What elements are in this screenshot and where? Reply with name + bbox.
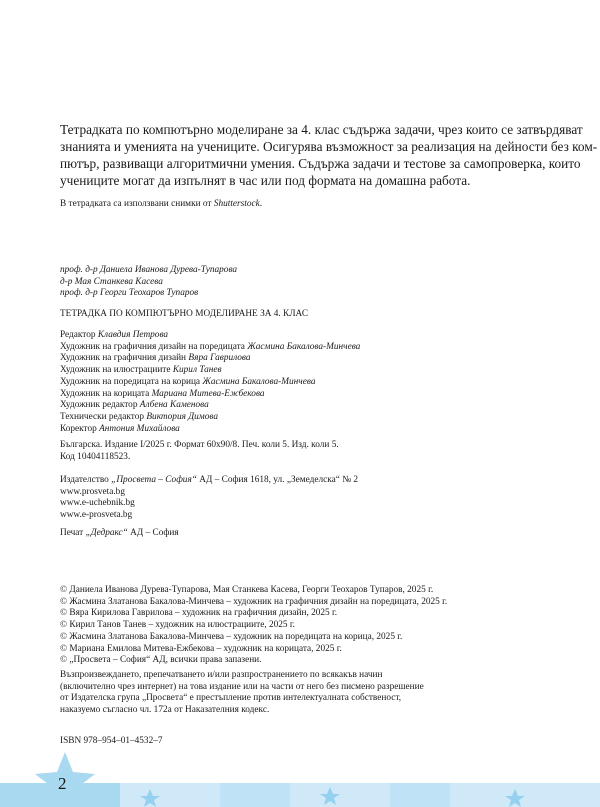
printer-info: Печат „Дедракс“ АД – София [60, 528, 179, 538]
author: проф. д-р Георги Теохаров Тупаров [60, 288, 199, 299]
intro-line: знанията и уменията на учениците. Осигурява възможност за реализация на дейности без ком- [60, 139, 598, 154]
website-link[interactable]: www.e-prosveta.bg [60, 510, 133, 521]
copyright-line: © Жасмина Златанова Бакалова-Минчева – художник на графичния дизайн на поредицата, 2025 г. [60, 596, 448, 607]
edition-code: Код 10404118523. [60, 451, 131, 462]
edition-info [60, 440, 339, 463]
staff-entry: Коректор Антония Михайлова [60, 423, 180, 434]
copyright-line: © Вяра Кирилова Гаврилова – художник на графичния дизайн, 2025 г. [60, 608, 338, 619]
website-link[interactable]: www.e-uchebnik.bg [60, 498, 135, 509]
copyright-line: © Кирил Танов Танев – художник на илюстрациите, 2025 г. [60, 620, 295, 631]
legal-line: наказуемо съгласно чл. 172а от Наказателния кодекс. [60, 705, 270, 716]
edition-line: Българска. Издание I/2025 г. Формат 60х90/8. Печ. коли 5. Изд. коли 5. [60, 440, 339, 450]
intro-line: учениците могат да изпълнят в час или под формата на домашна работа. [60, 173, 471, 188]
legal-line: (включително чрез интернет) на това издание или на части от него без писмено разрешение [60, 681, 424, 692]
copyright-line: © „Просвета – София“ АД, всички права запазени. [60, 655, 262, 666]
book-title: ТЕТРАДКА ПО КОМПЮТЪРНО МОДЕЛИРАНЕ ЗА 4. КЛАС [60, 309, 309, 319]
isbn: ISBN 978–954–01–4532–7 [60, 736, 163, 746]
staff-entry: Художник на илюстрациите Кирил Танев [60, 365, 222, 376]
photo-credit: В тетрадката са използвани снимки от Shutterstock. [60, 199, 263, 209]
publisher-address: Издателство „Просвета – София“ АД – София 1618, ул. „Земеделска“ № 2 [60, 475, 359, 485]
intro-line: Тетрадката по компютърно моделиране за 4. клас съдържа задачи, чрез които се затвърдяват [60, 122, 583, 137]
staff-list [60, 330, 360, 435]
author: д-р Мая Станкева Касева [60, 276, 163, 287]
staff-entry: Художник на графичния дизайн Вяра Гаврилова [60, 353, 251, 364]
copyright-line: © Мариана Емилова Митева-Ежбекова – художник на корицата, 2025 г. [60, 643, 342, 654]
copyright-list [60, 585, 447, 667]
page-number: 2 [58, 774, 67, 793]
intro-line: пютър, развиващи алгоритмични умения. Съдържа задачи и тестове за самопроверка, които [60, 156, 581, 171]
staff-entry: Художник на поредицата на корица Жасмина Бакалова-Минчева [60, 376, 316, 387]
staff-entry: Редактор Клавдия Петрова [60, 330, 169, 340]
author: проф. д-р Даниела Иванова Дурева-Тупарова [60, 265, 238, 275]
publisher-info [60, 475, 358, 522]
staff-entry: Художник на корицата Мариана Митева-Ежбекова [60, 388, 265, 399]
copyright-line: © Даниела Иванова Дурева-Тупарова, Мая Станкева Касева, Георги Теохаров Тупаров, 2025 г. [60, 585, 434, 595]
legal-notice [60, 670, 424, 717]
legal-line: Възпроизвеждането, препечатването и/или разпространението по всякакъв начин [60, 670, 383, 680]
photo-source: Shutterstock [213, 199, 260, 209]
staff-entry: Технически редактор Виктория Димова [60, 411, 218, 422]
staff-entry: Художник на графичния дизайн на поредицата Жасмина Бакалова-Минчева [60, 341, 361, 352]
authors-list [60, 265, 237, 300]
legal-line: от Издателска група „Просвета“ е престъпление против интелектуалната собственост, [60, 693, 402, 704]
website-link[interactable]: www.prosveta.bg [60, 486, 125, 497]
copyright-line: © Жасмина Златанова Бакалова-Минчева – художник на поредицата на корица, 2025 г. [60, 631, 403, 642]
intro-paragraph [60, 121, 598, 189]
staff-entry: Художник редактор Албена Каменова [60, 400, 209, 411]
